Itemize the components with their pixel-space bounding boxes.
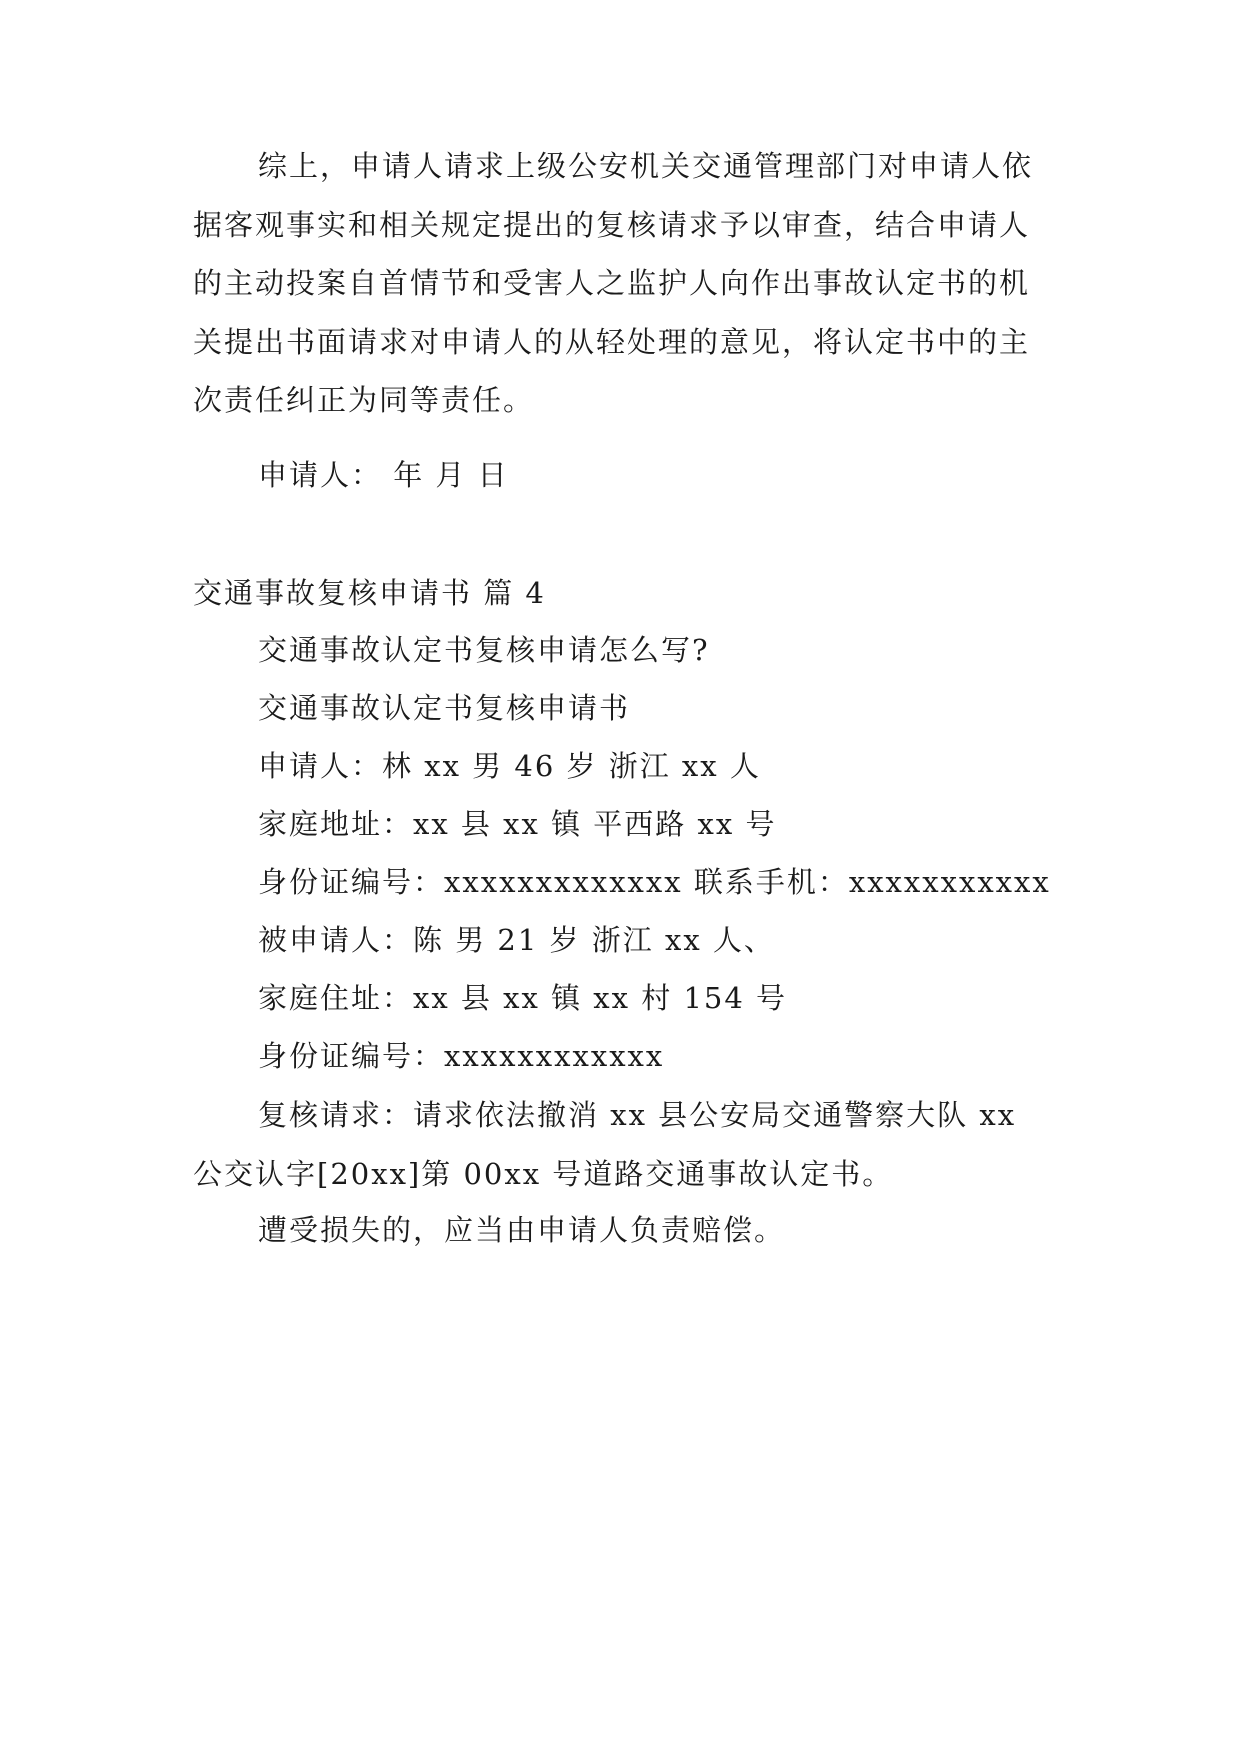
document-title: 交通事故认定书复核申请书 [258,691,631,725]
signature-line: 申请人： 年 月 日 [258,458,509,492]
applicant-address-line: 家庭地址：xx 县 xx 镇 平西路 xx 号 [258,807,777,841]
respondent-address-line: 家庭住址：xx 县 xx 镇 xx 村 154 号 [258,981,788,1015]
closing-line: 遭受损失的，应当由申请人负责赔偿。 [258,1213,786,1247]
summary-paragraph: 综上，申请人请求上级公安机关交通管理部门对申请人依据客观事实和相关规定提出的复核请求予以审查，结合申请人的主动投案自首情节和受害人之监护人向作出事故认定书的机关提出书面请求对申请人的从轻处理的意见，将认定书中的主次责任纠正为同等责任。 [193,149,1034,417]
applicant-id-line: 身份证编号：xxxxxxxxxxxxx 联系手机：xxxxxxxxxxx [258,865,1051,899]
review-request-paragraph: 复核请求：请求依法撤消 xx 县公安局交通警察大队 xx 公交认字[20xx]第 00xx 号道路交通事故认定书。 [193,1098,1017,1191]
applicant-line: 申请人：林 xx 男 46 岁 浙江 xx 人 [258,749,761,783]
question-line: 交通事故认定书复核申请怎么写? [258,633,710,667]
respondent-line: 被申请人：陈 男 21 岁 浙江 xx 人、 [258,923,775,957]
section-title: 交通事故复核申请书 篇 4 [193,576,546,610]
respondent-id-line: 身份证编号：xxxxxxxxxxxx [258,1039,665,1073]
